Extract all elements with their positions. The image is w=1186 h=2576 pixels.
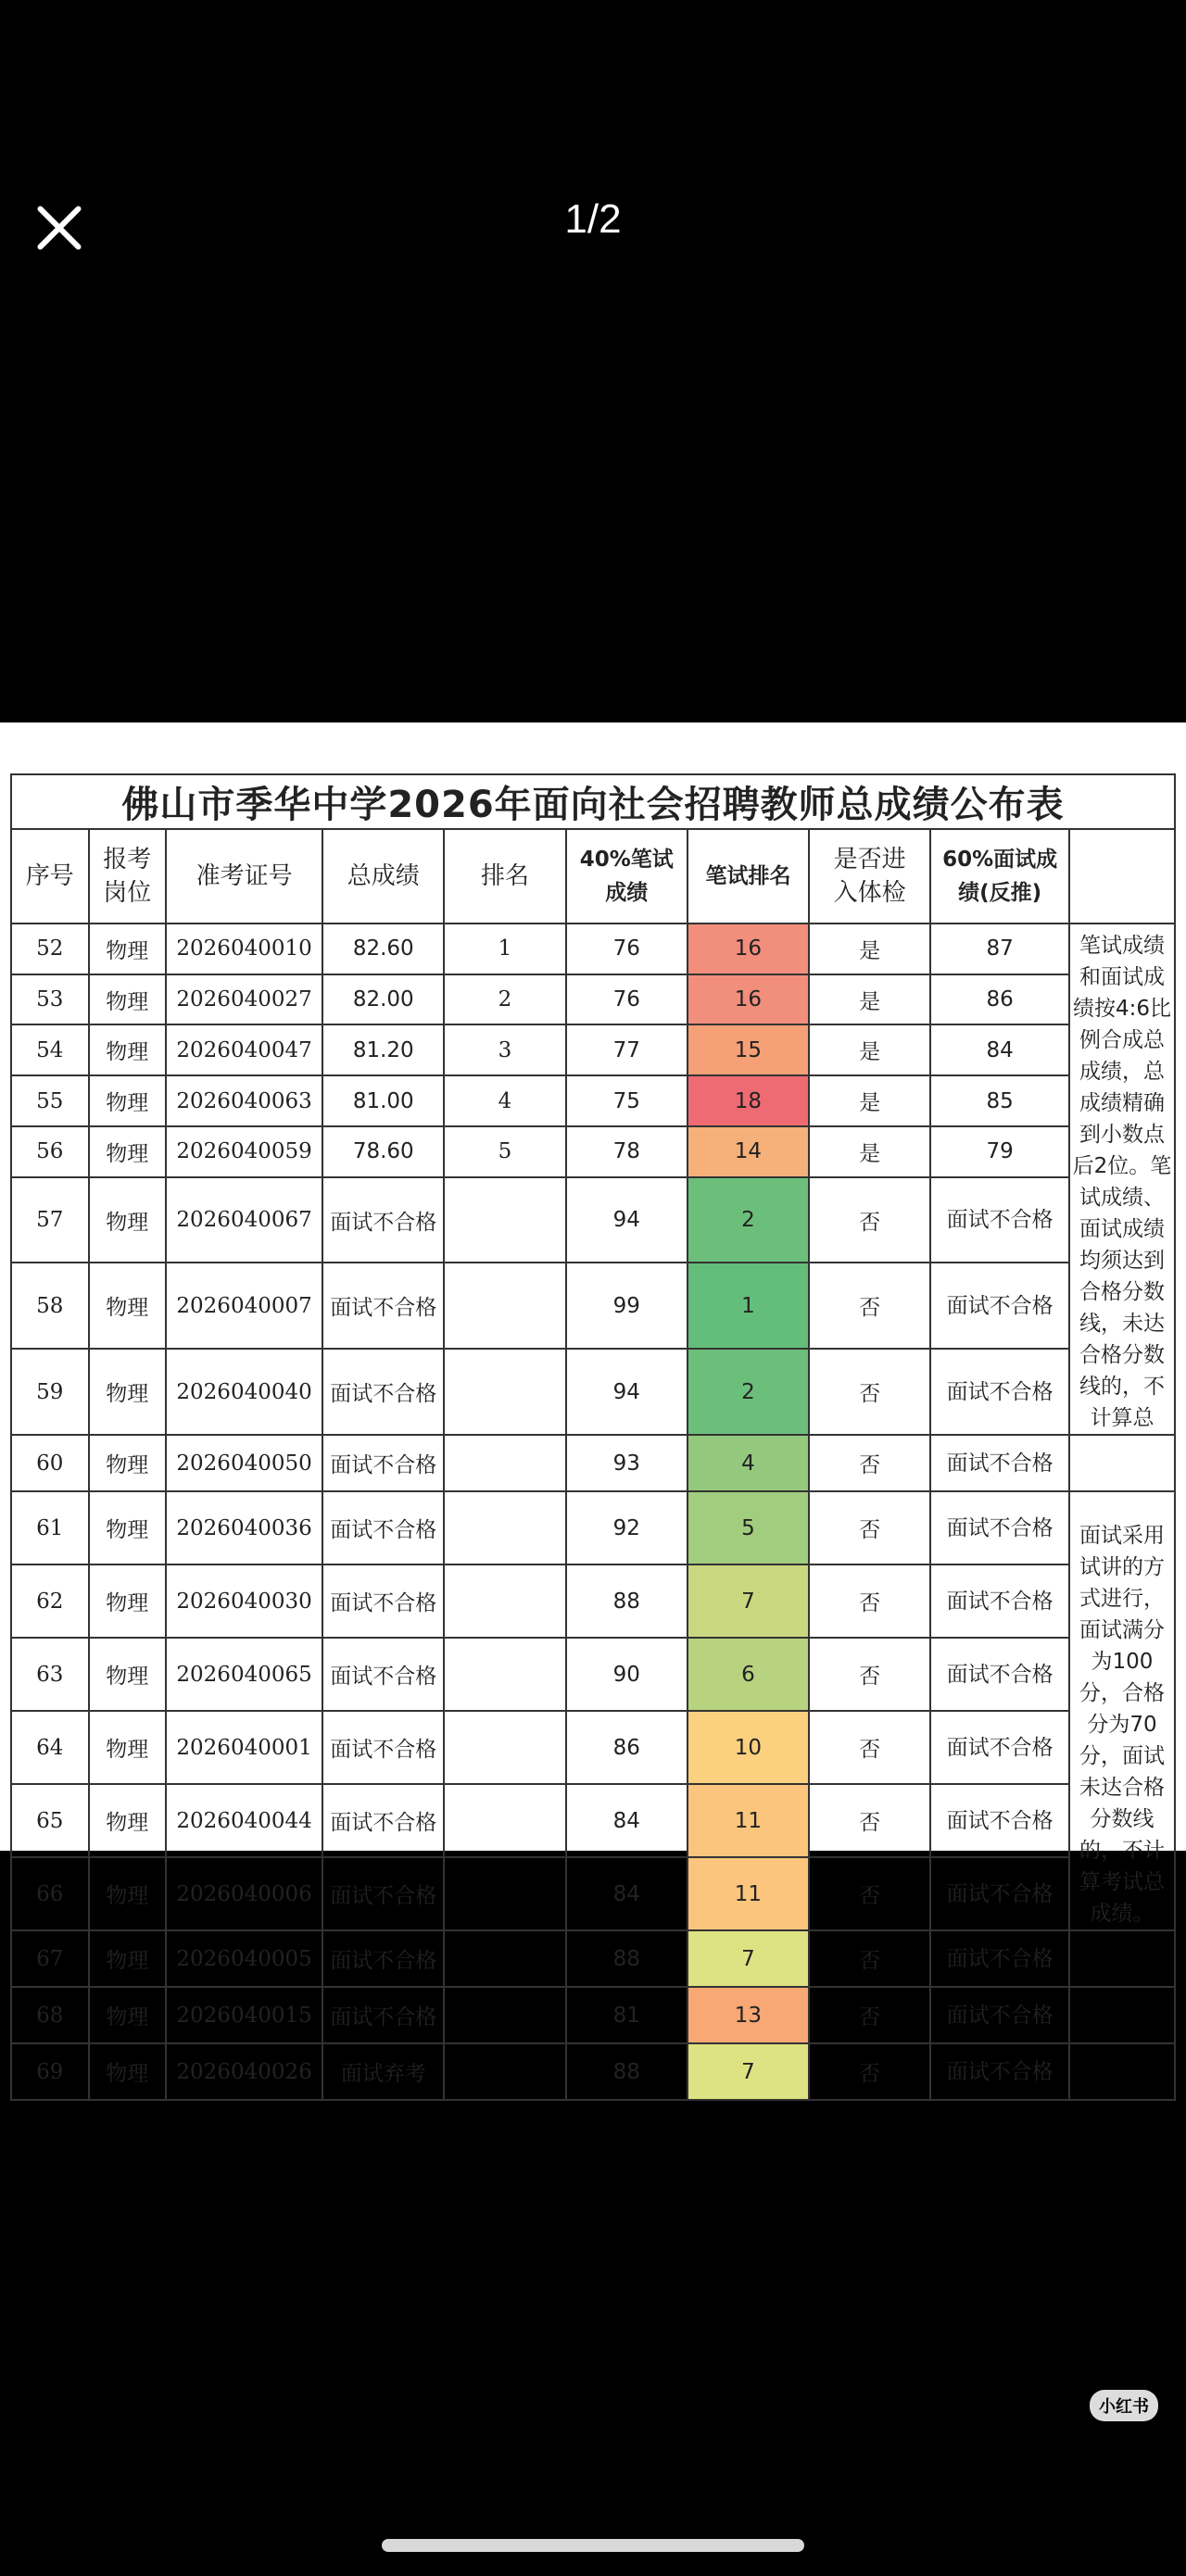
table-row: [11, 974, 1175, 1025]
row-total: 81.00: [322, 1075, 444, 1126]
row-seq: 58: [11, 1263, 89, 1349]
row-post: 物理: [89, 1491, 167, 1564]
row-physical: 否: [809, 1263, 930, 1349]
table-row: [11, 1177, 1175, 1263]
row-ticket: 2026040030: [166, 1564, 322, 1638]
row-physical: 否: [809, 1987, 930, 2043]
header-interview: 60%面试成 绩(反推): [930, 829, 1069, 924]
table-row: [11, 1987, 1175, 2043]
row-physical: 是: [809, 1075, 930, 1126]
header-physical: 是否进 入体检: [809, 829, 930, 924]
row-seq: 64: [11, 1711, 89, 1784]
row-rank: [444, 1784, 565, 1857]
row-written-rank: 7: [688, 2043, 809, 2100]
row-seq: 62: [11, 1564, 89, 1638]
row-rank: [444, 1930, 565, 1987]
row-ticket: 2026040044: [166, 1784, 322, 1857]
row-total: 面试不合格: [322, 1491, 444, 1564]
row-written: 94: [566, 1349, 688, 1435]
row-post: 物理: [89, 974, 167, 1025]
header-ticket: 准考证号: [166, 829, 322, 924]
row-ticket: 2026040059: [166, 1126, 322, 1177]
row-interview: 84: [930, 1024, 1069, 1075]
row-rank: 4: [444, 1075, 565, 1126]
row-interview: 面试不合格: [930, 1263, 1069, 1349]
row-ticket: 2026040036: [166, 1491, 322, 1564]
row-total: 78.60: [322, 1126, 444, 1177]
row-interview: 面试不合格: [930, 1491, 1069, 1564]
score-table: [10, 773, 1176, 2101]
row-seq: 53: [11, 974, 89, 1025]
row-seq: 67: [11, 1930, 89, 1987]
note-interview-rule: 面试采用试讲的方式进行，面试满分为100分，合格分为70分，面试未达合格分数线的，不计算考试总成绩。: [1069, 1491, 1175, 1930]
row-written: 86: [566, 1711, 688, 1784]
row-written-rank: 11: [688, 1784, 809, 1857]
row-post: 物理: [89, 1075, 167, 1126]
header-rank: 排名: [444, 829, 565, 924]
row-seq: 52: [11, 924, 89, 974]
row-written: 88: [566, 1564, 688, 1638]
header-written: 40%笔试 成绩: [566, 829, 688, 924]
row-post: 物理: [89, 1987, 167, 2043]
row-written-rank: 4: [688, 1435, 809, 1491]
row-physical: 否: [809, 1491, 930, 1564]
row-rank: [444, 1177, 565, 1263]
row-seq: 61: [11, 1491, 89, 1564]
row-total: 81.20: [322, 1024, 444, 1075]
row-post: 物理: [89, 1784, 167, 1857]
row-rank: 3: [444, 1024, 565, 1075]
row-rank: [444, 2043, 565, 2100]
row-written: 76: [566, 924, 688, 974]
table-row: [11, 1263, 1175, 1349]
row-ticket: 2026040015: [166, 1987, 322, 2043]
row-rank: [444, 1987, 565, 2043]
watermark-logo: 小红书: [1090, 2390, 1158, 2421]
header-seq: 序号: [11, 829, 89, 924]
row-interview: 面试不合格: [930, 1857, 1069, 1930]
table-row: [11, 2043, 1175, 2100]
row-post: 物理: [89, 1930, 167, 1987]
table-row: [11, 1349, 1175, 1435]
header-note: [1069, 829, 1175, 924]
row-total: 面试不合格: [322, 1784, 444, 1857]
table-row: [11, 1435, 1175, 1491]
row-total: 82.60: [322, 924, 444, 974]
row-physical: 否: [809, 1711, 930, 1784]
row-written-rank: 14: [688, 1126, 809, 1177]
row-written-rank: 7: [688, 1930, 809, 1987]
row-physical: 是: [809, 924, 930, 974]
row-written: 78: [566, 1126, 688, 1177]
row-seq: 68: [11, 1987, 89, 2043]
row-written-rank: 7: [688, 1564, 809, 1638]
row-post: 物理: [89, 1024, 167, 1075]
row-seq: 69: [11, 2043, 89, 2100]
row-written-rank: 15: [688, 1024, 809, 1075]
header-total: 总成绩: [322, 829, 444, 924]
row-written-rank: 11: [688, 1857, 809, 1930]
row-written: 92: [566, 1491, 688, 1564]
row-post: 物理: [89, 2043, 167, 2100]
row-rank: [444, 1263, 565, 1349]
row-physical: 是: [809, 1024, 930, 1075]
row-written: 99: [566, 1263, 688, 1349]
note-empty: [1069, 1930, 1175, 1987]
row-written: 93: [566, 1435, 688, 1491]
row-ticket: 2026040047: [166, 1024, 322, 1075]
row-interview: 面试不合格: [930, 1930, 1069, 1987]
row-post: 物理: [89, 1349, 167, 1435]
row-total: 面试不合格: [322, 1930, 444, 1987]
row-rank: 5: [444, 1126, 565, 1177]
row-post: 物理: [89, 1177, 167, 1263]
row-seq: 60: [11, 1435, 89, 1491]
row-physical: 是: [809, 1126, 930, 1177]
table-row: [11, 1024, 1175, 1075]
score-table-photo: [0, 723, 1186, 2086]
row-interview: 面试不合格: [930, 1349, 1069, 1435]
row-written: 77: [566, 1024, 688, 1075]
row-physical: 否: [809, 1435, 930, 1491]
row-written-rank: 13: [688, 1987, 809, 2043]
row-physical: 否: [809, 1857, 930, 1930]
row-total: 面试不合格: [322, 1435, 444, 1491]
table-row: [11, 1711, 1175, 1784]
table-row: [11, 1564, 1175, 1638]
header-written-rank: 笔试排名: [688, 829, 809, 924]
note-score-rule: 笔试成绩和面试成绩按4:6比例合成总成绩，总成绩精确到小数点后2位。笔试成绩、面试成绩均须达到合格分数线，未达合格分数线的，不计算总: [1069, 924, 1175, 1435]
note-empty: [1069, 2043, 1175, 2100]
row-physical: 是: [809, 974, 930, 1025]
row-post: 物理: [89, 1435, 167, 1491]
row-total: 面试不合格: [322, 1857, 444, 1930]
row-seq: 59: [11, 1349, 89, 1435]
row-ticket: 2026040007: [166, 1263, 322, 1349]
header-post: 报考 岗位: [89, 829, 167, 924]
row-written: 94: [566, 1177, 688, 1263]
row-ticket: 2026040040: [166, 1349, 322, 1435]
row-rank: [444, 1564, 565, 1638]
row-written: 75: [566, 1075, 688, 1126]
row-ticket: 2026040001: [166, 1711, 322, 1784]
row-written-rank: 5: [688, 1491, 809, 1564]
row-interview: 面试不合格: [930, 1711, 1069, 1784]
row-post: 物理: [89, 1638, 167, 1711]
row-rank: [444, 1638, 565, 1711]
row-interview: 面试不合格: [930, 1784, 1069, 1857]
note-empty: [1069, 1435, 1175, 1491]
row-physical: 否: [809, 2043, 930, 2100]
row-interview: 面试不合格: [930, 1435, 1069, 1491]
row-physical: 否: [809, 1349, 930, 1435]
note-empty: [1069, 1987, 1175, 2043]
row-written-rank: 16: [688, 974, 809, 1025]
row-written-rank: 1: [688, 1263, 809, 1349]
row-total: 82.00: [322, 974, 444, 1025]
row-post: 物理: [89, 924, 167, 974]
row-physical: 否: [809, 1930, 930, 1987]
row-interview: 86: [930, 974, 1069, 1025]
row-seq: 63: [11, 1638, 89, 1711]
table-row: [11, 1857, 1175, 1930]
row-ticket: 2026040010: [166, 924, 322, 974]
table-row: [11, 924, 1175, 974]
row-interview: 面试不合格: [930, 1638, 1069, 1711]
row-written-rank: 10: [688, 1711, 809, 1784]
row-seq: 66: [11, 1857, 89, 1930]
table-row: [11, 1930, 1175, 1987]
row-seq: 54: [11, 1024, 89, 1075]
row-total: 面试不合格: [322, 1987, 444, 2043]
row-physical: 否: [809, 1564, 930, 1638]
row-physical: 否: [809, 1638, 930, 1711]
row-post: 物理: [89, 1711, 167, 1784]
row-ticket: 2026040006: [166, 1857, 322, 1930]
row-written-rank: 16: [688, 924, 809, 974]
table-row: [11, 1638, 1175, 1711]
row-written: 88: [566, 1930, 688, 1987]
row-interview: 85: [930, 1075, 1069, 1126]
row-written: 76: [566, 974, 688, 1025]
row-written: 88: [566, 2043, 688, 2100]
row-rank: [444, 1857, 565, 1930]
row-ticket: 2026040027: [166, 974, 322, 1025]
row-ticket: 2026040050: [166, 1435, 322, 1491]
row-ticket: 2026040026: [166, 2043, 322, 2100]
row-rank: 2: [444, 974, 565, 1025]
row-ticket: 2026040065: [166, 1638, 322, 1711]
row-total: 面试不合格: [322, 1638, 444, 1711]
row-interview: 面试不合格: [930, 2043, 1069, 2100]
row-interview: 87: [930, 924, 1069, 974]
row-interview: 79: [930, 1126, 1069, 1177]
row-total: 面试不合格: [322, 1349, 444, 1435]
row-ticket: 2026040063: [166, 1075, 322, 1126]
row-post: 物理: [89, 1263, 167, 1349]
row-written: 84: [566, 1784, 688, 1857]
row-written-rank: 2: [688, 1349, 809, 1435]
row-written-rank: 18: [688, 1075, 809, 1126]
row-total: 面试不合格: [322, 1177, 444, 1263]
row-interview: 面试不合格: [930, 1564, 1069, 1638]
row-seq: 57: [11, 1177, 89, 1263]
table-row: [11, 1784, 1175, 1857]
row-seq: 55: [11, 1075, 89, 1126]
row-rank: [444, 1435, 565, 1491]
table-row: [11, 1075, 1175, 1126]
table-title: 佛山市季华中学2026年面向社会招聘教师总成绩公布表: [11, 774, 1175, 829]
row-interview: 面试不合格: [930, 1177, 1069, 1263]
row-interview: 面试不合格: [930, 1987, 1069, 2043]
home-indicator[interactable]: [382, 2539, 804, 2552]
row-total: 面试弃考: [322, 2043, 444, 2100]
table-row: [11, 1126, 1175, 1177]
row-ticket: 2026040067: [166, 1177, 322, 1263]
row-written: 84: [566, 1857, 688, 1930]
row-seq: 56: [11, 1126, 89, 1177]
row-total: 面试不合格: [322, 1263, 444, 1349]
row-written: 81: [566, 1987, 688, 2043]
row-rank: [444, 1491, 565, 1564]
row-written-rank: 6: [688, 1638, 809, 1711]
table-row: [11, 1491, 1175, 1564]
row-written: 90: [566, 1638, 688, 1711]
row-physical: 否: [809, 1177, 930, 1263]
row-rank: [444, 1711, 565, 1784]
row-rank: [444, 1349, 565, 1435]
row-ticket: 2026040005: [166, 1930, 322, 1987]
row-written-rank: 2: [688, 1177, 809, 1263]
row-rank: 1: [444, 924, 565, 974]
image-counter: 1/2: [564, 196, 622, 242]
row-physical: 否: [809, 1784, 930, 1857]
row-post: 物理: [89, 1857, 167, 1930]
row-post: 物理: [89, 1126, 167, 1177]
row-total: 面试不合格: [322, 1564, 444, 1638]
row-seq: 65: [11, 1784, 89, 1857]
row-post: 物理: [89, 1564, 167, 1638]
row-total: 面试不合格: [322, 1711, 444, 1784]
